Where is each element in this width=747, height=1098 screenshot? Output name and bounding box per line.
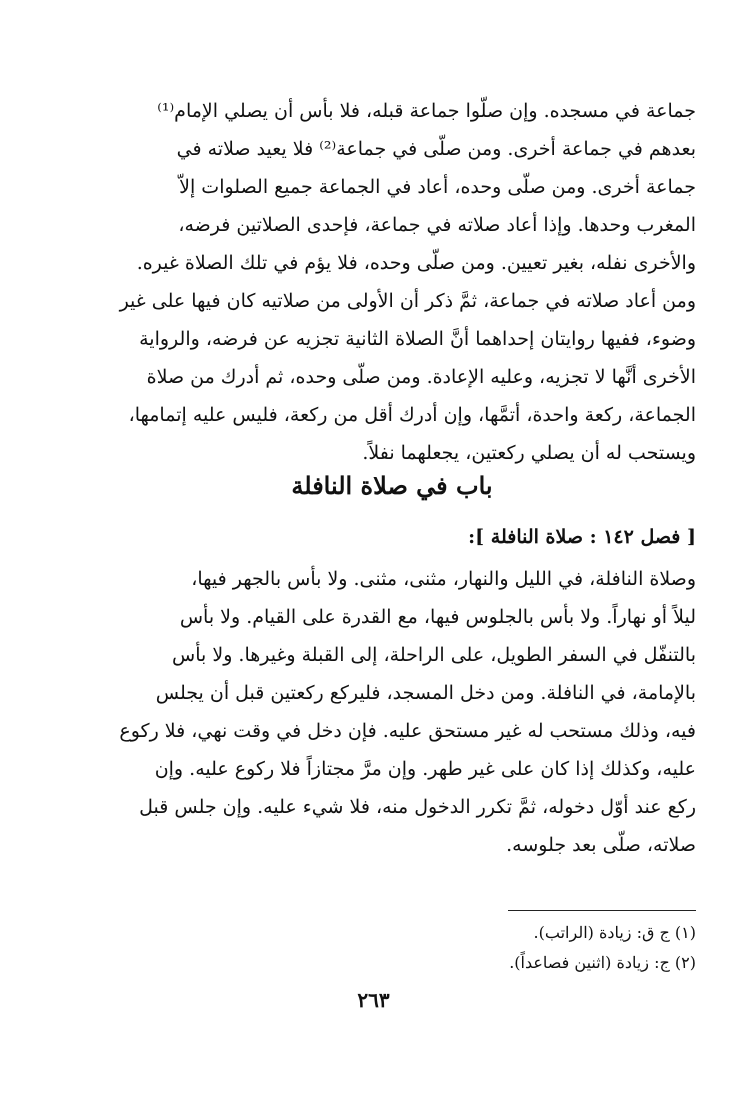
text-line: بالتنفّل في السفر الطويل، على الراحلة، إلى القبلة وغيرها. ولا بأس bbox=[172, 644, 696, 666]
text-line: جماعة في مسجده. وإن صلّوا جماعة قبله، فلا بأس أن يصلي الإمام⁽¹⁾ bbox=[157, 100, 696, 122]
text-line: المغرب وحدها. وإذا أعاد صلاته في جماعة، فإحدى الصلاتين فرضه، bbox=[178, 214, 696, 236]
text-line: عليه، وكذلك إذا كان على غير طهر. وإن مرَّ مجتازاً فلا ركوع عليه. وإن bbox=[154, 758, 696, 780]
text-line: بعدهم في جماعة أخرى. ومن صلّى في جماعة⁽²⁾ فلا يعيد صلاته في bbox=[176, 138, 696, 160]
footnotes bbox=[88, 918, 696, 978]
paragraph-1 bbox=[88, 92, 696, 472]
text-line: الجماعة، ركعة واحدة، أتمَّها، وإن أدرك أقل من ركعة، فليس عليه إتمامها، bbox=[128, 404, 696, 426]
section-label: [ فصل ١٤٢ : صلاة النافلة ]: bbox=[468, 526, 696, 548]
page-number: ٢٦٣ bbox=[357, 988, 390, 1012]
chapter-heading: باب في صلاة النافلة bbox=[291, 471, 493, 500]
text-line: جماعة أخرى. ومن صلّى وحده، أعاد في الجماعة جميع الصلوات إلاّ bbox=[179, 176, 696, 198]
text-line: فيه، وذلك مستحب له غير مستحق عليه. فإن دخل في وقت نهي، فلا ركوع bbox=[119, 720, 696, 742]
text-line: صلاته، صلّى بعد جلوسه. bbox=[506, 834, 696, 856]
footnote-divider bbox=[508, 910, 696, 911]
text-line: بالإمامة، في النافلة. ومن دخل المسجد، فليركع ركعتين قبل أن يجلس bbox=[155, 682, 696, 704]
text-line: وصلاة النافلة، في الليل والنهار، مثنى، مثنى. ولا بأس بالجهر فيها، bbox=[191, 568, 696, 590]
text-line: ومن أعاد صلاته في جماعة، ثمَّ ذكر أن الأولى من صلاتيه كان فيها على غير bbox=[119, 290, 696, 312]
text-line: الأخرى أنَّها لا تجزيه، وعليه الإعادة. ومن صلّى وحده، ثم أدرك من صلاة bbox=[146, 366, 696, 388]
paragraph-2 bbox=[88, 560, 696, 864]
footnote: (١) ج ق: زيادة (الراتب). bbox=[533, 923, 696, 942]
text-line: والأخرى نفله، بغير تعيين. ومن صلّى وحده، فلا يؤم في تلك الصلاة غيره. bbox=[136, 252, 696, 274]
text-line: ليلاً أو نهاراً. ولا بأس بالجلوس فيها، مع القدرة على القيام. ولا بأس bbox=[179, 606, 696, 628]
text-line: وضوء، ففيها روايتان إحداهما أنَّ الصلاة الثانية تجزيه عن فرضه، والرواية bbox=[139, 328, 696, 350]
text-line: ركع عند أوّل دخوله، ثمَّ تكرر الدخول منه، فلا شيء عليه. وإن جلس قبل bbox=[139, 796, 696, 818]
text-line: ويستحب له أن يصلي ركعتين، يجعلهما نفلاً. bbox=[362, 442, 696, 464]
footnote: (٢) ج: زيادة (اثنين فصاعداً). bbox=[509, 953, 696, 972]
